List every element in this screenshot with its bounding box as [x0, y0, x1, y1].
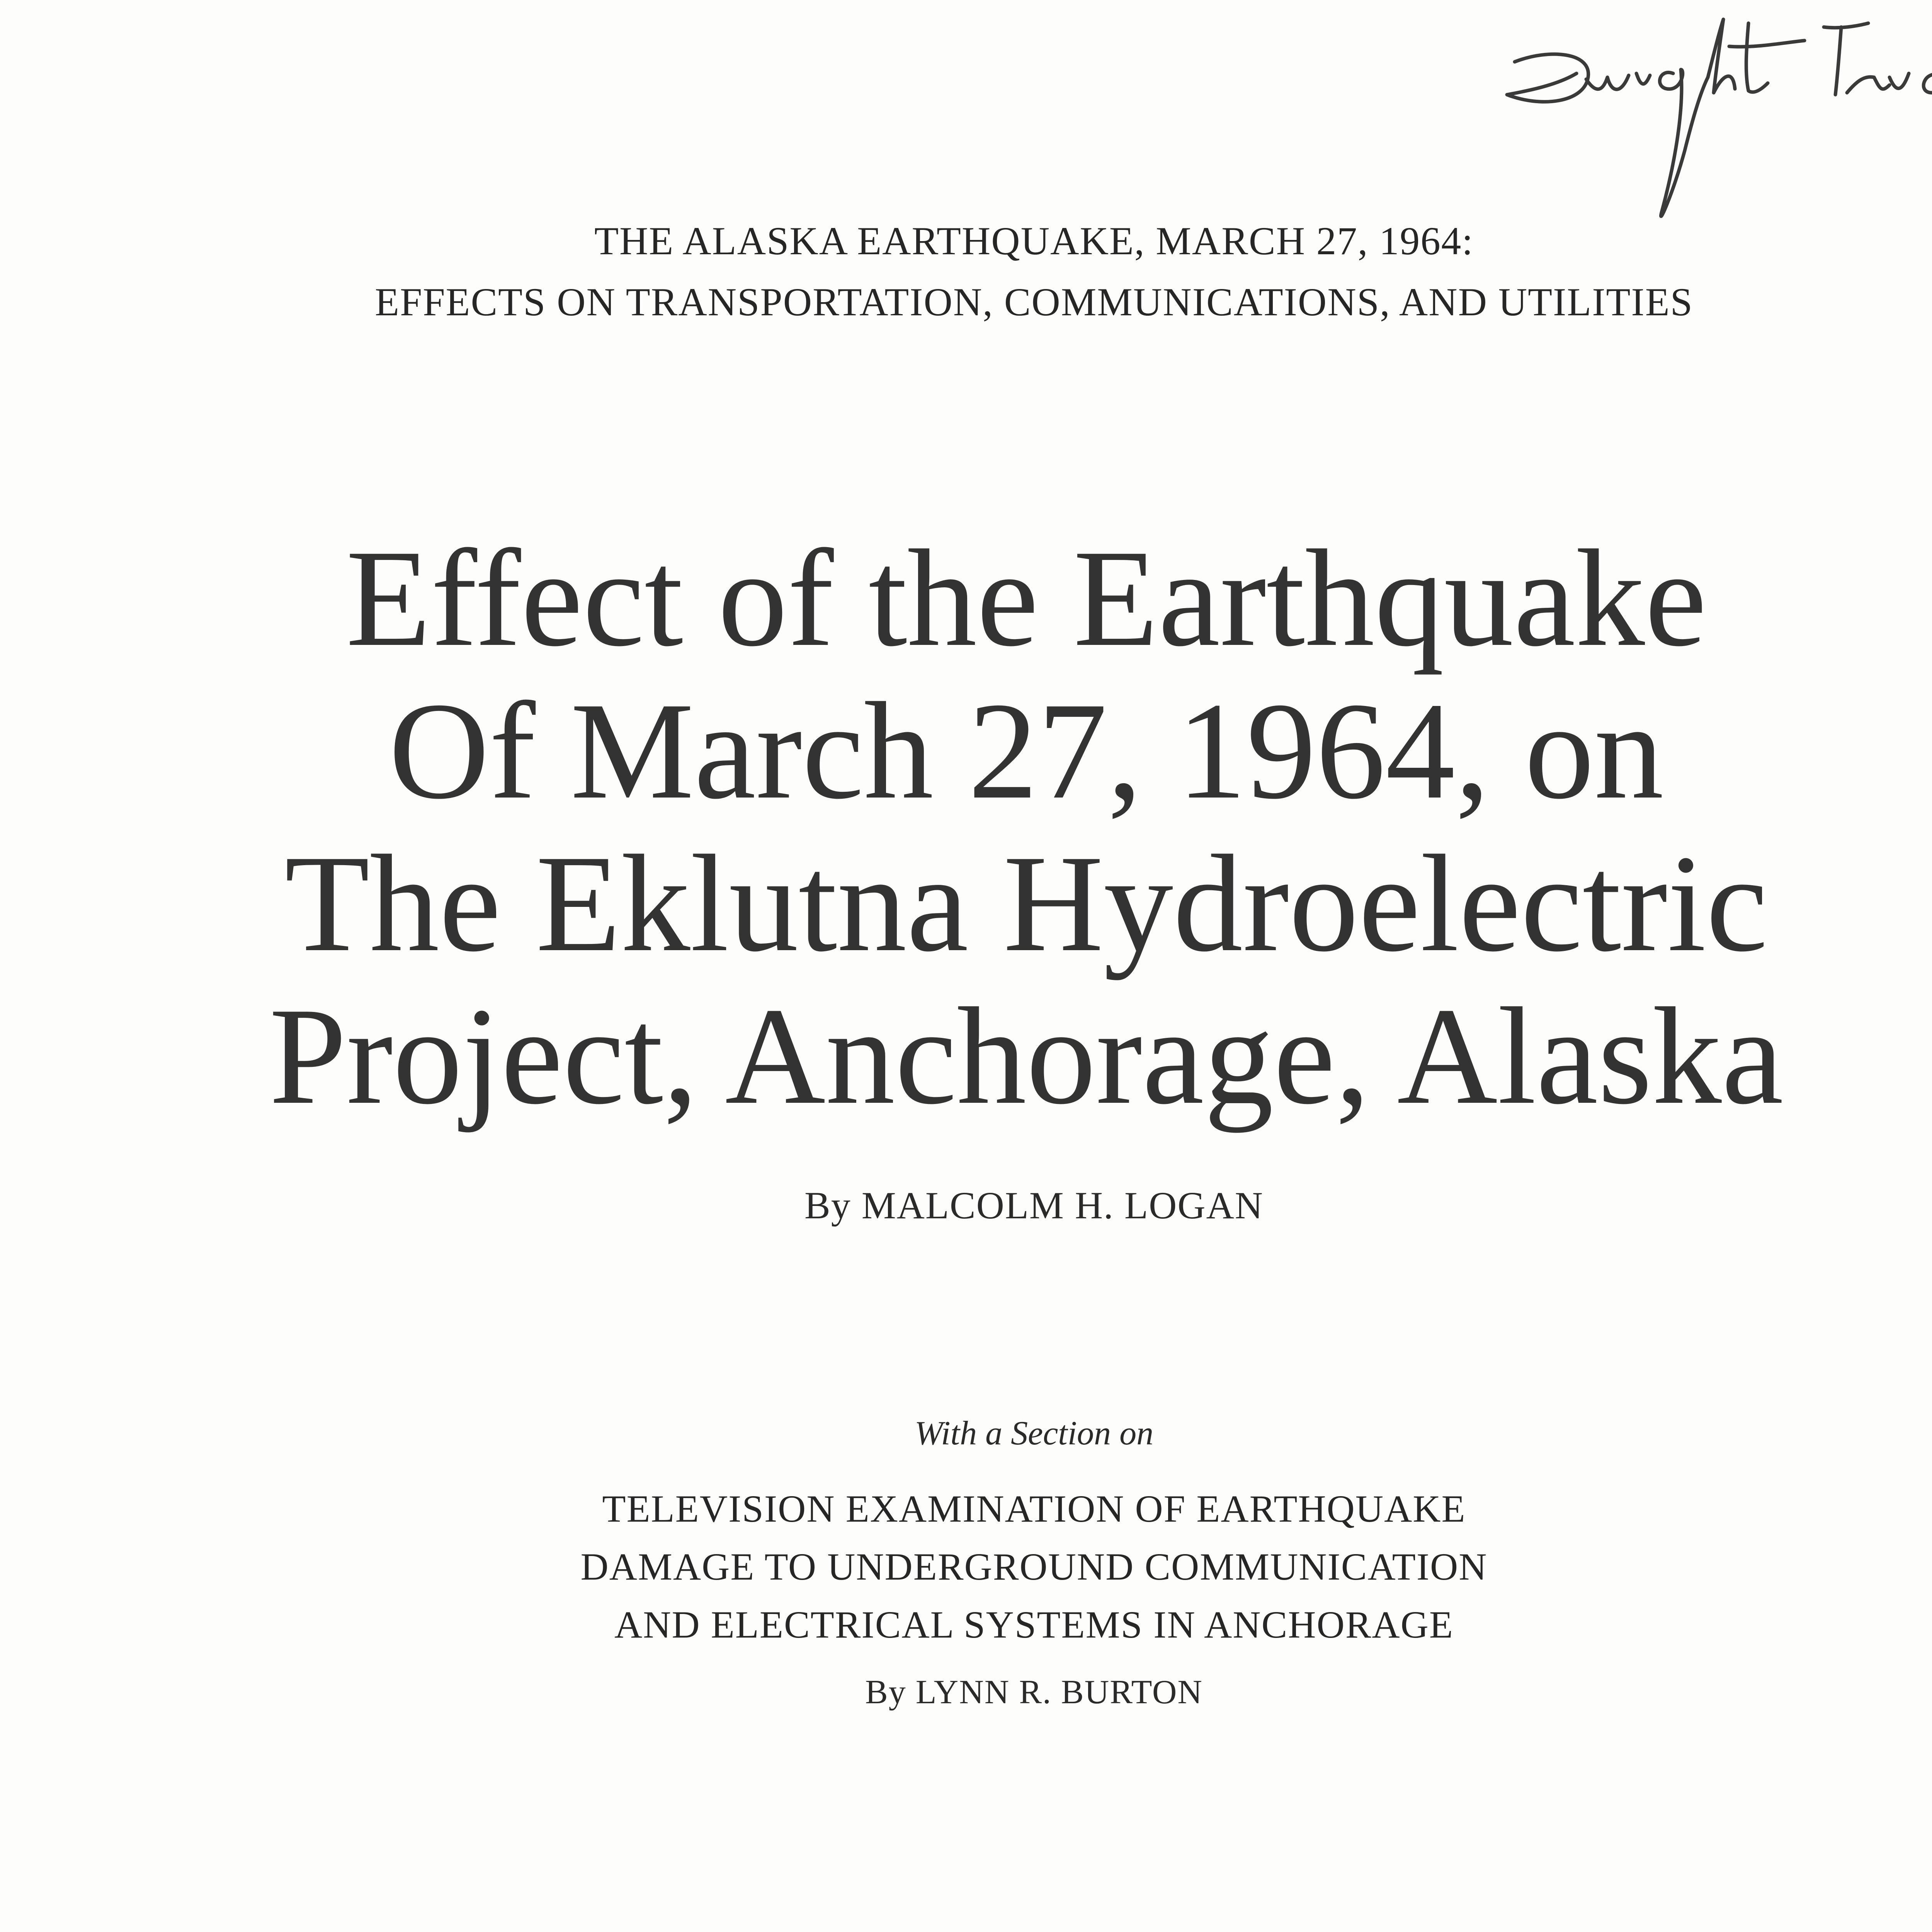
- title-line-1: Effect of the Earthquake: [346, 521, 1707, 675]
- author-byline: By MALCOLM H. LOGAN: [804, 1184, 1264, 1227]
- document-title: [0, 522, 1932, 1132]
- section-author-byline: By LYNN R. BURTON: [865, 1673, 1203, 1711]
- series-heading: [0, 211, 1932, 333]
- series-heading-line-2: EFFECTS ON TRANSPORTATION, COMMUNICATIONS, AND UTILITIES: [375, 280, 1693, 324]
- section-intro: With a Section on: [914, 1415, 1154, 1452]
- section-title-line-3: AND ELECTRICAL SYSTEMS IN ANCHORAGE: [614, 1603, 1454, 1646]
- handwritten-signature: [1492, 12, 1932, 228]
- title-line-2: Of March 27, 1964, on: [389, 673, 1664, 828]
- series-heading-line-1: THE ALASKA EARTHQUAKE, MARCH 27, 1964:: [594, 219, 1474, 263]
- title-line-3: The Eklutna Hydroelectric: [284, 826, 1768, 980]
- section-title-line-2: DAMAGE TO UNDERGROUND COMMUNICATION: [580, 1545, 1488, 1588]
- section-title: [0, 1480, 1932, 1654]
- title-line-4: Project, Anchorage, Alaska: [269, 979, 1784, 1133]
- section-title-line-1: TELEVISION EXAMINATION OF EARTHQUAKE: [602, 1487, 1466, 1530]
